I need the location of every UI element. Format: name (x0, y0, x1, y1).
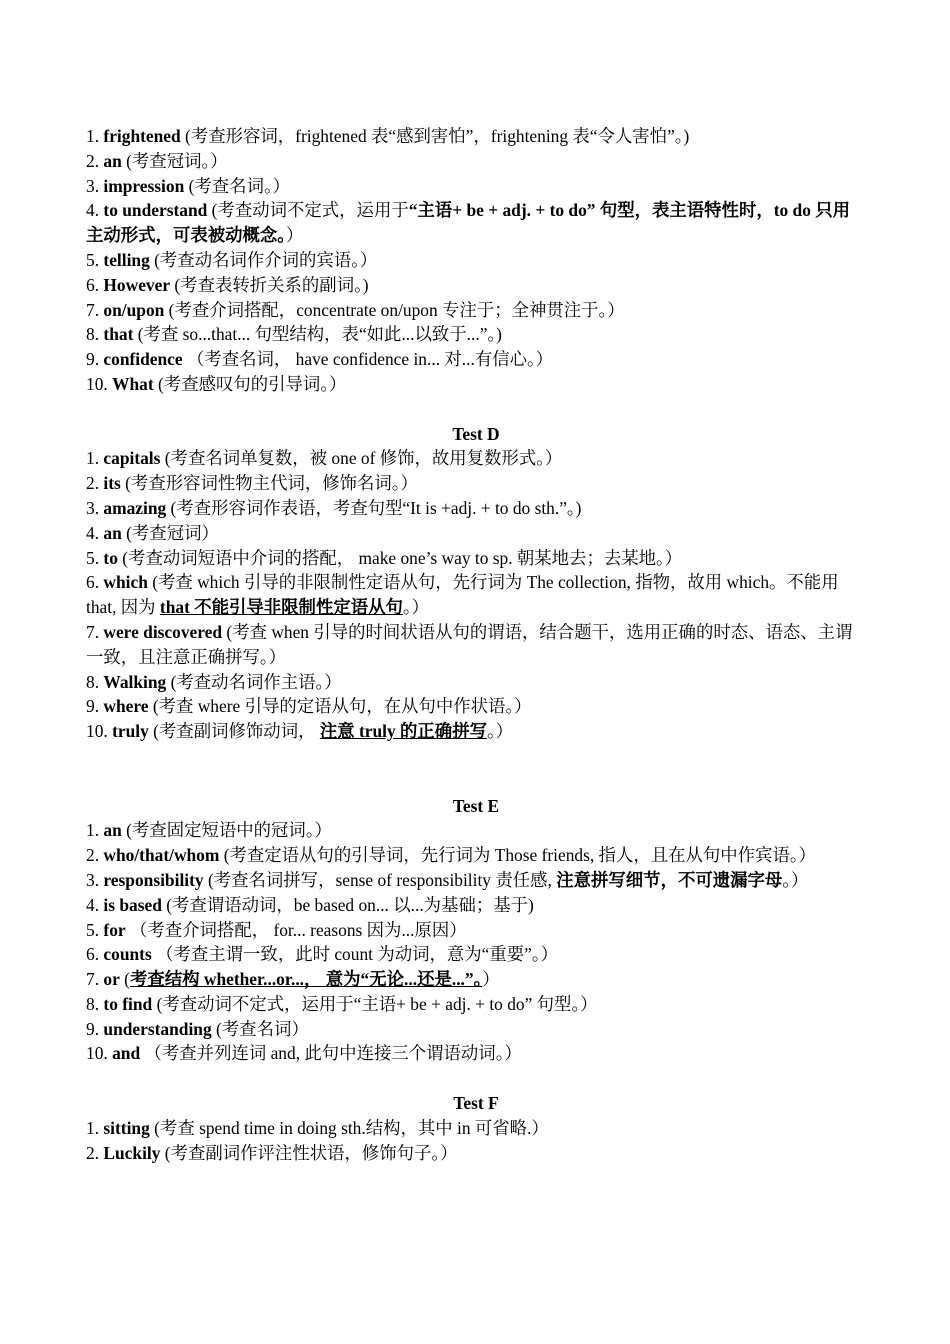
answer-note: (考查 when 引导的时间状语从句的谓语，结合题干，选用正确的时态、语态、主谓一致，且注意正确拼写。） (86, 621, 853, 667)
answer-note: (考查 which 引导的非限制性定语从句，先行词为 The collection, 指物，故用 which。不能用 that, 因为 (86, 572, 839, 618)
answer-item: 6. which (考查 which 引导的非限制性定语从句，先行词为 The collection, 指物，故用 which。不能用 that, 因为 that 不能引导非限制性定语从句。） (86, 572, 839, 618)
answer-note: (考查动词不定式，运用于“主语+ be + adj. + to do” 句型。） (152, 993, 598, 1014)
answer-note: (考查动词短语中介词的搭配， make one’s way to sp. 朝某地去；去某地。） (117, 547, 683, 568)
answer-word: sitting (103, 1117, 150, 1138)
answer-item: 3. amazing (考查形容词作表语，考查句型“It is +adj. + to do sth.”。) (86, 497, 582, 518)
answer-item: 1. sitting (考查 spend time in doing sth.结构，其中 in 可省略.） (86, 1117, 549, 1138)
answer-item: 1. an (考查固定短语中的冠词。） (86, 820, 332, 841)
answer-note: (考查 so...that... 句型结构，表“如此...以致于...”。) (133, 324, 502, 345)
section-test-e (86, 794, 866, 1067)
answer-item: 6. However (考查表转折关系的副词。) (86, 274, 369, 295)
answer-word: responsibility (103, 869, 204, 890)
answer-note: (考查形容词作表语，考查句型“It is +adj. + to do sth.”。) (166, 497, 582, 518)
answer-item: 4. to understand (考查动词不定式，运用于“主语+ be + adj. + to do” 句型，表主语特性时，to do 只用主动形式，可表被动概念。） (86, 200, 851, 246)
answer-item: 9. understanding (考查名词） (86, 1018, 309, 1039)
answer-item: 7. or (考查结构 whether...or...， 意为“无论...还是...”。） (86, 969, 500, 990)
answer-note: (考查名词单复数，被 one of 修饰，故用复数形式。） (160, 448, 563, 469)
answer-note: (考查感叹句的引导词。） (153, 373, 347, 394)
answer-item: 5. for （考查介词搭配， for... reasons 因为...原因） (86, 919, 467, 940)
answer-item: 8. to find (考查动词不定式，运用于“主语+ be + adj. + to do” 句型。） (86, 993, 598, 1014)
answer-word: an (103, 820, 122, 841)
section-title: Test F (453, 1093, 499, 1114)
answer-word: counts (103, 944, 152, 965)
answer-word: where (103, 696, 149, 717)
answer-note-emphasis: that 不能引导非限制性定语从句 (159, 597, 403, 618)
answer-word: amazing (103, 497, 167, 518)
answer-word: telling (103, 249, 150, 270)
answer-item: 3. responsibility (考查名词拼写，sense of responsibility 责任感, 注意拼写细节，不可遗漏字母。） (86, 869, 809, 890)
answer-note-emphasis: 注意拼写细节，不可遗漏字母 (556, 869, 783, 890)
answer-note: (考查冠词。） (121, 150, 228, 171)
answer-word: its (103, 473, 121, 494)
answer-note: (考查动名词作介词的宾语。） (149, 249, 378, 270)
answer-note: (考查名词拼写，sense of responsibility 责任感, (203, 869, 557, 890)
answer-word: Walking (103, 671, 167, 692)
answer-word: to find (103, 993, 153, 1014)
answer-note-emphasis: 考查结构 whether...or...， 意为“无论...还是...”。 (129, 969, 483, 990)
answer-note: (考查形容词性物主代词，修饰名词。） (120, 473, 418, 494)
answer-item: 4. an (考查冠词） (86, 522, 219, 543)
answer-item: 2. an (考查冠词。） (86, 150, 228, 171)
answer-note: (考查 spend time in doing sth.结构，其中 in 可省略.） (149, 1117, 549, 1138)
answer-note-emphasis: 注意 truly 的正确拼写 (319, 721, 487, 742)
answer-word: who/that/whom (103, 845, 220, 866)
answer-word: is based (103, 894, 162, 915)
answer-item: 2. its (考查形容词性物主代词，修饰名词。） (86, 473, 418, 494)
answer-item: 10. What (考查感叹句的引导词。） (86, 373, 347, 394)
answer-note: (考查副词修饰动词， (148, 721, 320, 742)
section-c (86, 124, 866, 397)
answer-word: frightened (103, 126, 181, 146)
answer-word: confidence (103, 349, 183, 370)
answer-word: What (112, 373, 154, 394)
answer-word: on/upon (103, 299, 165, 320)
answer-item: 1. capitals (考查名词单复数，被 one of 修饰，故用复数形式。） (86, 448, 563, 469)
answer-note: 。） (782, 869, 809, 890)
answer-word: to (103, 547, 118, 568)
answer-word: and (112, 1043, 141, 1064)
answer-word: understanding (103, 1018, 212, 1039)
answer-word: to understand (103, 200, 208, 221)
answer-note: （考查并列连词 and, 此句中连接三个谓语动词。） (140, 1043, 522, 1064)
answer-word: that (103, 324, 134, 345)
answer-note: 。） (486, 721, 514, 742)
answer-item: 6. counts （考查主谓一致，此时 count 为动词，意为“重要”。） (86, 944, 558, 965)
answer-note: (考查 where 引导的定语从句，在从句中作状语。） (148, 696, 532, 717)
answer-note: ） (482, 969, 500, 990)
answer-item: 9. confidence （考查名词， have confidence in... 对...有信心。） (86, 349, 554, 370)
section-title: Test D (452, 423, 500, 444)
answer-word: an (103, 150, 122, 171)
answer-note: （考查主谓一致，此时 count 为动词，意为“重要”。） (151, 944, 558, 965)
answer-word: Luckily (103, 1142, 161, 1163)
answer-word: impression (103, 175, 185, 196)
answer-word: capitals (103, 448, 161, 469)
answer-word: truly (112, 721, 149, 742)
answer-note: (考查动词不定式，运用于 (207, 200, 409, 221)
answer-word: for (103, 919, 126, 940)
answer-note: (考查定语从句的引导词，先行词为 Those friends, 指人，且在从句中作宾语。） (219, 845, 816, 866)
answer-note: (考查副词作评注性状语，修饰句子。） (160, 1142, 458, 1163)
answer-item: 10. truly (考查副词修饰动词， 注意 truly 的正确拼写。） (86, 721, 514, 742)
answer-note: (考查表转折关系的副词。) (170, 274, 369, 295)
answer-word: were discovered (103, 621, 223, 642)
answer-item: 5. to (考查动词短语中介词的搭配， make one’s way to sp. 朝某地去；去某地。） (86, 547, 683, 568)
answer-item: 8. Walking (考查动名词作主语。） (86, 671, 342, 692)
answer-item: 7. on/upon (考查介词搭配，concentrate on/upon 专注于；全神贯注于。） (86, 299, 625, 320)
section-test-d (86, 422, 866, 744)
answer-note: (考查形容词，frightened 表“感到害怕”，frightening 表“令人害怕”。) (180, 126, 690, 146)
answer-key-document (86, 124, 866, 1165)
section-title: Test E (452, 795, 500, 816)
answer-item: 8. that (考查 so...that... 句型结构，表“如此...以致于...”。) (86, 324, 502, 345)
answer-note: (考查名词） (211, 1018, 309, 1039)
answer-word: or (103, 969, 120, 990)
answer-item: 2. who/that/whom (考查定语从句的引导词，先行词为 Those friends, 指人，且在从句中作宾语。） (86, 845, 816, 866)
answer-item: 10. and （考查并列连词 and, 此句中连接三个谓语动词。） (86, 1043, 522, 1064)
answer-note: (考查动名词作主语。） (166, 671, 342, 692)
answer-note: (考查介词搭配，concentrate on/upon 专注于；全神贯注于。） (164, 299, 625, 320)
answer-item: 3. impression (考查名词。） (86, 175, 291, 196)
answer-word: However (103, 274, 171, 295)
answer-item: 7. were discovered (考查 when 引导的时间状语从句的谓语，结合题干，选用正确的时态、语态、主谓一致，且注意正确拼写。） (86, 621, 853, 667)
answer-note: 。） (402, 597, 429, 618)
answer-note-emphasis: “主语+ be + adj. + to do” 句型，表主语特性时，to do 只用主动形式，可表被动概念。 (86, 200, 851, 246)
answer-item: 4. is based (考查谓语动词，be based on... 以...为基础；基于) (86, 894, 534, 915)
answer-note: (考查固定短语中的冠词。） (121, 820, 332, 841)
answer-note: (考查名词。） (184, 175, 291, 196)
answer-item: 5. telling (考查动名词作介词的宾语。） (86, 249, 378, 270)
answer-word: an (103, 522, 122, 543)
answer-note: ） (286, 225, 304, 246)
answer-note: （考查介词搭配， for... reasons 因为...原因） (125, 919, 467, 940)
answer-note: （考查名词， have confidence in... 对...有信心。） (182, 349, 554, 370)
section-test-f (86, 1091, 866, 1165)
answer-note: (考查冠词） (121, 522, 219, 543)
answer-note: ( (119, 969, 130, 990)
answer-note: (考查谓语动词，be based on... 以...为基础；基于) (161, 894, 534, 915)
answer-item: 2. Luckily (考查副词作评注性状语，修饰句子。） (86, 1142, 458, 1163)
answer-item: 1. frightened (考查形容词，frightened 表“感到害怕”，frightening 表“令人害怕”。) (86, 126, 690, 146)
answer-item: 9. where (考查 where 引导的定语从句，在从句中作状语。） (86, 696, 532, 717)
answer-word: which (103, 572, 148, 593)
